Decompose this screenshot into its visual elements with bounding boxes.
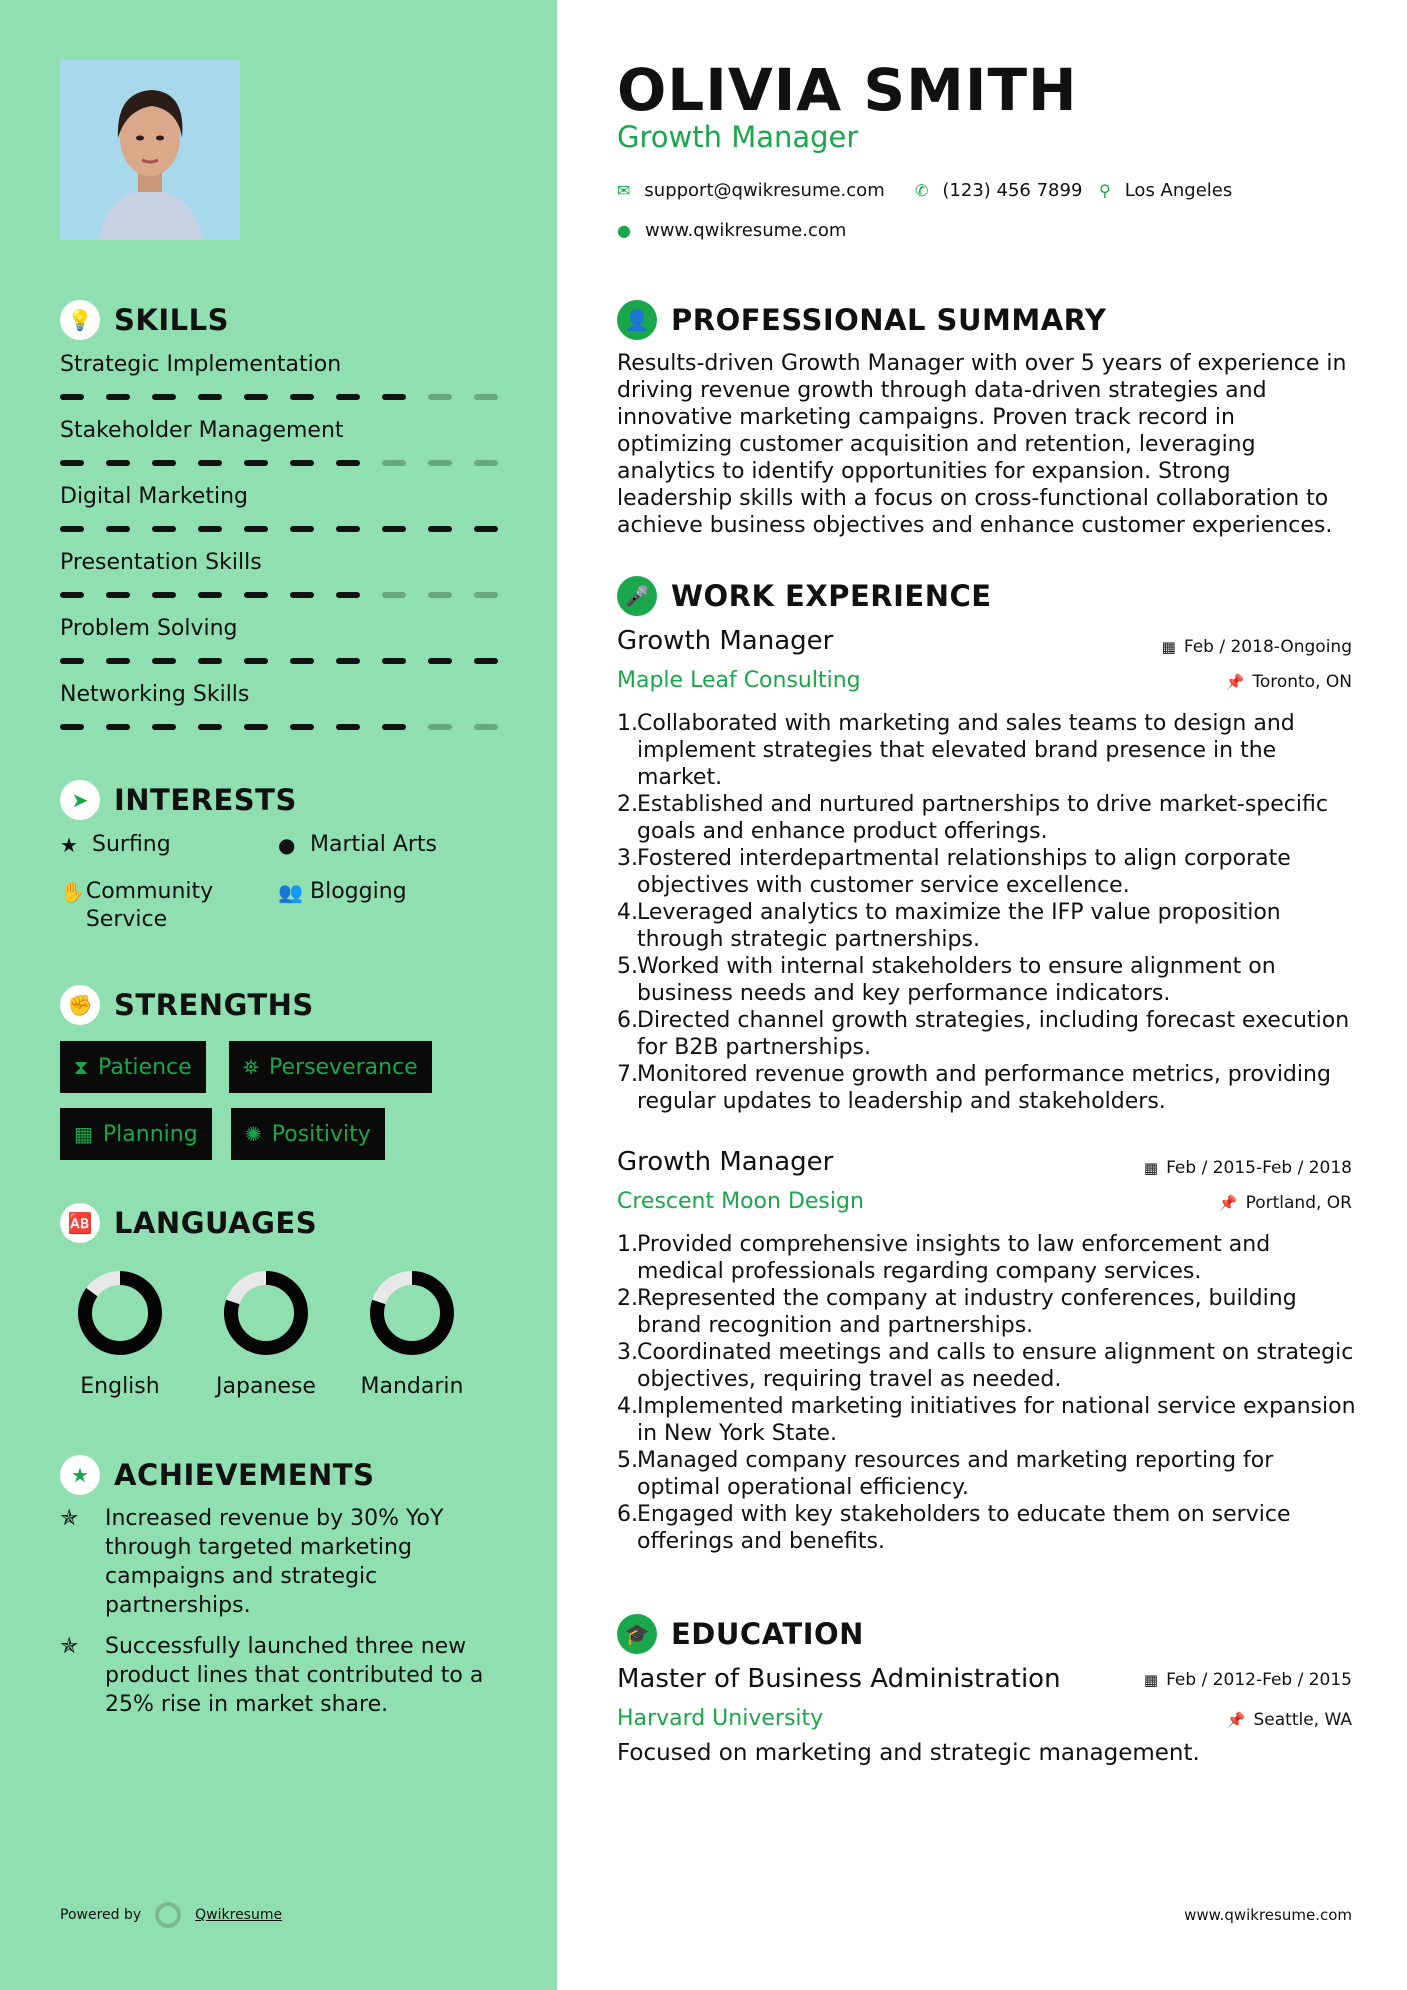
skills-title: SKILLS <box>114 303 229 337</box>
skill-level-segment <box>336 658 360 664</box>
duty-number: 7. <box>617 1062 638 1087</box>
skill-level-segment <box>198 658 222 664</box>
website-text: www.qwikresume.com <box>644 220 847 241</box>
fist-icon: ✊ <box>60 985 100 1025</box>
skill-level-segment <box>474 592 498 598</box>
skill-level-bar <box>60 724 500 730</box>
skill-level-segment <box>428 460 452 466</box>
binoculars-icon: ⛯ <box>243 1055 259 1079</box>
job-dates <box>1162 637 1352 657</box>
interest-label: Surfing <box>92 832 171 857</box>
globe-icon: ● <box>278 833 296 857</box>
achievements-heading <box>60 1455 374 1495</box>
achievement-item <box>60 1632 500 1719</box>
skill-level-segment <box>382 658 406 664</box>
skill-level-segment <box>60 592 84 598</box>
achievements-title: ACHIEVEMENTS <box>114 1458 375 1492</box>
duty-text: Collaborated with marketing and sales teams to design and implement strategies that elevated brand presence in the market. <box>637 711 1295 790</box>
education-heading <box>617 1614 864 1654</box>
candidate-role: Growth Manager <box>617 120 859 154</box>
skill-level-segment <box>60 724 84 730</box>
duty-item <box>617 953 1357 1007</box>
duty-text: Managed company resources and marketing reporting for optimal operational efficiency. <box>637 1448 1274 1500</box>
duty-item <box>617 1393 1357 1447</box>
contact-email[interactable] <box>617 180 885 201</box>
shooting-star-icon: ✯ <box>60 1634 79 1659</box>
pin-icon: 📌 <box>1226 1711 1246 1729</box>
phone-icon: ✆ <box>915 181 929 200</box>
skill-level-segment <box>428 724 452 730</box>
skill-level-segment <box>290 592 314 598</box>
hand-icon: ✋ <box>60 880 85 904</box>
contact-location <box>1099 180 1232 201</box>
job-location <box>1226 672 1352 692</box>
strength-badge <box>229 1041 432 1093</box>
interest-label: Martial Arts <box>310 832 438 857</box>
skill-name: Problem Solving <box>60 616 238 641</box>
skill-level-segment <box>244 526 268 532</box>
skill-level-bar <box>60 394 500 400</box>
skill-level-segment <box>474 658 498 664</box>
map-pin-icon: ⚲ <box>1099 181 1111 200</box>
duty-item <box>617 1285 1357 1339</box>
skill-level-segment <box>198 526 222 532</box>
powered-by <box>60 1902 282 1928</box>
duty-number: 3. <box>617 846 638 871</box>
achievement-text: Successfully launched three new product lines that contributed to a 25% rise in market share. <box>105 1634 484 1717</box>
duty-number: 4. <box>617 1394 638 1419</box>
duty-number: 2. <box>617 1286 638 1311</box>
strengths-title: STRENGTHS <box>114 988 314 1022</box>
skill-level-segment <box>244 592 268 598</box>
experience-title: WORK EXPERIENCE <box>671 579 992 613</box>
interest-item <box>60 878 260 934</box>
paper-plane-icon: ➤ <box>60 780 100 820</box>
skill-level-segment <box>244 658 268 664</box>
skill-level-segment <box>290 658 314 664</box>
skill-level-segment <box>290 724 314 730</box>
skill-level-segment <box>152 658 176 664</box>
duty-number: 5. <box>617 954 638 979</box>
duty-text: Monitored revenue growth and performance metrics, providing regular updates to leadership and stakeholders. <box>637 1062 1331 1114</box>
summary-text: Results-driven Growth Manager with over 5 years of experience in driving revenue growth through data-driven strategies and innovative marketing campaigns. Proven track record in optimizing customer acquisition and retention, leveraging analytics to identify opportunities for expansion. Strong leadership skills with a focus on cross-functional collaboration to achieve business objectives and enhance customer experiences. <box>617 351 1347 538</box>
avatar <box>60 60 240 240</box>
language-name: Mandarin <box>360 1374 464 1399</box>
achievement-item <box>60 1504 500 1620</box>
job-dates-text: Feb / 2015-Feb / 2018 <box>1166 1158 1352 1178</box>
skill-level-segment <box>60 526 84 532</box>
strength-badge <box>231 1108 385 1160</box>
skill-name: Networking Skills <box>60 682 250 707</box>
strength-label: Planning <box>102 1121 198 1147</box>
lightbulb-icon: 💡 <box>60 300 100 340</box>
summary-title: PROFESSIONAL SUMMARY <box>671 303 1107 337</box>
candidate-name: OLIVIA SMITH <box>617 56 1078 124</box>
duty-item <box>617 1231 1357 1285</box>
phone-text: (123) 456 7899 <box>942 180 1083 201</box>
hourglass-icon: ⧗ <box>74 1055 89 1079</box>
calendar-icon: ▦ <box>1161 638 1176 656</box>
skill-level-segment <box>336 724 360 730</box>
email-text: support@qwikresume.com <box>644 180 885 201</box>
education-title: EDUCATION <box>671 1617 864 1651</box>
calendar-icon: ▦ <box>74 1122 93 1146</box>
powered-brand-link[interactable]: Qwikresume <box>195 1907 283 1923</box>
interest-item <box>278 878 407 906</box>
skill-level-segment <box>290 394 314 400</box>
skill-level-segment <box>336 460 360 466</box>
interests-title: INTERESTS <box>114 783 297 817</box>
sun-icon: ✺ <box>245 1122 262 1146</box>
skill-level-segment <box>106 724 130 730</box>
skill-level-segment <box>106 526 130 532</box>
contact-phone[interactable] <box>915 180 1082 201</box>
duty-number: 6. <box>617 1502 638 1527</box>
skill-level-segment <box>382 460 406 466</box>
interests-heading <box>60 780 297 820</box>
skill-item <box>60 416 500 466</box>
duty-number: 5. <box>617 1448 638 1473</box>
duty-item <box>617 899 1357 953</box>
skill-level-segment <box>152 460 176 466</box>
skill-level-segment <box>152 592 176 598</box>
achievement-text: Increased revenue by 30% YoY through targeted marketing campaigns and strategic partnerships. <box>105 1506 444 1618</box>
skill-level-segment <box>152 724 176 730</box>
school-name: Harvard University <box>617 1706 824 1731</box>
skill-level-segment <box>244 460 268 466</box>
skill-level-bar <box>60 460 500 466</box>
skill-level-segment <box>336 526 360 532</box>
skill-level-segment <box>106 658 130 664</box>
pin-icon: 📌 <box>1225 673 1245 691</box>
duty-text: Represented the company at industry conferences, building brand recognition and partnerships. <box>637 1286 1297 1338</box>
star-badge-icon: ★ <box>60 1455 100 1495</box>
degree-title: Master of Business Administration <box>617 1664 1061 1694</box>
interest-label: Blogging <box>310 879 407 904</box>
contact-website[interactable] <box>617 220 846 241</box>
strength-badge <box>60 1041 206 1093</box>
skill-item <box>60 350 500 400</box>
skill-item <box>60 614 500 664</box>
skill-name: Digital Marketing <box>60 484 248 509</box>
skill-level-segment <box>152 526 176 532</box>
job-dates-text: Feb / 2018-Ongoing <box>1183 637 1352 657</box>
skill-level-segment <box>382 724 406 730</box>
skill-level-segment <box>382 592 406 598</box>
duty-text: Engaged with key stakeholders to educate them on service offerings and benefits. <box>637 1502 1291 1554</box>
skill-level-segment <box>382 526 406 532</box>
skill-level-segment <box>198 724 222 730</box>
language-card-icon: 🆎 <box>60 1203 100 1243</box>
skill-level-segment <box>336 394 360 400</box>
skill-level-segment <box>106 394 130 400</box>
calendar-icon: ▦ <box>1143 1159 1159 1177</box>
language-name: Japanese <box>216 1374 316 1399</box>
duty-text: Established and nurtured partnerships to drive market-specific goals and enhance product offerings. <box>637 792 1328 844</box>
education-description: Focused on marketing and strategic management. <box>617 1740 1200 1766</box>
star-icon: ★ <box>60 833 78 857</box>
interest-item <box>278 831 437 859</box>
duty-number: 6. <box>617 1008 638 1033</box>
language-item <box>342 1268 482 1399</box>
job-location <box>1219 1193 1352 1213</box>
strength-label: Perseverance <box>269 1054 418 1080</box>
qwikresume-logo-icon <box>155 1902 181 1928</box>
interest-label: Community Service <box>85 879 214 932</box>
users-icon: 👥 <box>278 880 303 904</box>
user-icon: 👤 <box>617 300 657 340</box>
job-dates <box>1144 1158 1352 1178</box>
skill-name: Stakeholder Management <box>60 418 344 443</box>
language-item <box>196 1268 336 1399</box>
duty-number: 1. <box>617 1232 638 1257</box>
summary-heading <box>617 300 1106 340</box>
strength-badge <box>60 1108 212 1160</box>
job-title: Growth Manager <box>617 626 834 656</box>
duty-item <box>617 1339 1357 1393</box>
duty-item <box>617 1007 1357 1061</box>
duty-text: Fostered interdepartmental relationships to align corporate objectives with customer service excellence. <box>637 846 1291 898</box>
language-item <box>50 1268 190 1399</box>
profile-photo <box>60 60 240 240</box>
duty-number: 2. <box>617 792 638 817</box>
skill-level-segment <box>382 394 406 400</box>
duty-number: 1. <box>617 711 638 736</box>
skill-item <box>60 548 500 598</box>
skill-item <box>60 482 500 532</box>
duty-number: 4. <box>617 900 638 925</box>
skill-level-segment <box>428 658 452 664</box>
duty-text: Directed channel growth strategies, including forecast execution for B2B partnerships. <box>637 1008 1350 1060</box>
job-company: Crescent Moon Design <box>617 1189 864 1214</box>
strength-label: Positivity <box>271 1121 371 1147</box>
skill-level-segment <box>474 460 498 466</box>
skill-level-segment <box>60 394 84 400</box>
skill-level-segment <box>290 460 314 466</box>
duty-item <box>617 1061 1357 1115</box>
skill-level-segment <box>244 724 268 730</box>
sidebar <box>0 0 557 1990</box>
skill-level-segment <box>474 526 498 532</box>
skill-level-segment <box>198 592 222 598</box>
job-location-text: Portland, OR <box>1245 1193 1352 1213</box>
duty-text: Provided comprehensive insights to law enforcement and medical professionals regarding company services. <box>637 1232 1271 1284</box>
skill-level-bar <box>60 592 500 598</box>
graduation-icon: 🎓 <box>617 1614 657 1654</box>
job-location-text: Toronto, ON <box>1252 672 1352 692</box>
job-title: Growth Manager <box>617 1147 834 1177</box>
duty-number: 3. <box>617 1340 638 1365</box>
education-location-text: Seattle, WA <box>1253 1710 1352 1730</box>
footer-url[interactable]: www.qwikresume.com <box>1184 1906 1352 1924</box>
skill-level-bar <box>60 526 500 532</box>
skill-level-segment <box>428 526 452 532</box>
skill-level-segment <box>152 394 176 400</box>
duty-text: Coordinated meetings and calls to ensure alignment on strategic objectives, requiring travel as needed. <box>637 1340 1354 1392</box>
skill-level-segment <box>106 460 130 466</box>
skill-level-segment <box>474 394 498 400</box>
duty-item <box>617 1447 1357 1501</box>
skill-level-segment <box>60 658 84 664</box>
education-dates <box>1144 1670 1352 1690</box>
interest-item <box>60 831 171 859</box>
skill-level-segment <box>60 460 84 466</box>
skill-level-segment <box>198 394 222 400</box>
skill-level-segment <box>290 526 314 532</box>
duty-item <box>617 845 1357 899</box>
shooting-star-icon: ✯ <box>60 1506 79 1531</box>
job-duties-list <box>617 1231 1357 1555</box>
location-text: Los Angeles <box>1124 180 1233 201</box>
skill-level-segment <box>244 394 268 400</box>
skill-name: Presentation Skills <box>60 550 262 575</box>
language-level-ring <box>75 1268 165 1358</box>
calendar-icon: ▦ <box>1143 1671 1159 1689</box>
skill-name: Strategic Implementation <box>60 352 342 377</box>
job-duties-list <box>617 710 1357 1115</box>
skill-item <box>60 680 500 730</box>
languages-title: LANGUAGES <box>114 1206 318 1240</box>
job-company: Maple Leaf Consulting <box>617 668 861 693</box>
strengths-heading <box>60 985 314 1025</box>
languages-heading <box>60 1203 317 1243</box>
skill-level-segment <box>428 592 452 598</box>
duty-text: Leveraged analytics to maximize the IFP value proposition through strategic partnerships. <box>637 900 1281 952</box>
main-content <box>557 0 1407 1990</box>
skills-heading <box>60 300 229 340</box>
skill-level-segment <box>474 724 498 730</box>
duty-item <box>617 791 1357 845</box>
education-dates-text: Feb / 2012-Feb / 2015 <box>1166 1670 1352 1690</box>
duty-text: Worked with internal stakeholders to ensure alignment on business needs and key performance indicators. <box>637 954 1276 1006</box>
language-level-ring <box>367 1268 457 1358</box>
skill-level-segment <box>428 394 452 400</box>
skill-level-segment <box>198 460 222 466</box>
strength-label: Patience <box>98 1054 192 1080</box>
language-name: English <box>80 1374 160 1399</box>
duty-item <box>617 710 1357 791</box>
skill-level-segment <box>336 592 360 598</box>
pin-icon: 📌 <box>1218 1194 1238 1212</box>
experience-heading <box>617 576 992 616</box>
skill-level-bar <box>60 658 500 664</box>
duty-item <box>617 1501 1357 1555</box>
podium-icon: 🎤 <box>617 576 657 616</box>
skill-level-segment <box>106 592 130 598</box>
duty-text: Implemented marketing initiatives for national service expansion in New York State. <box>637 1394 1356 1446</box>
envelope-icon: ✉ <box>617 181 631 200</box>
education-location <box>1227 1710 1352 1730</box>
language-level-ring <box>221 1268 311 1358</box>
globe-icon: ● <box>617 221 631 240</box>
powered-label: Powered by <box>60 1907 142 1923</box>
